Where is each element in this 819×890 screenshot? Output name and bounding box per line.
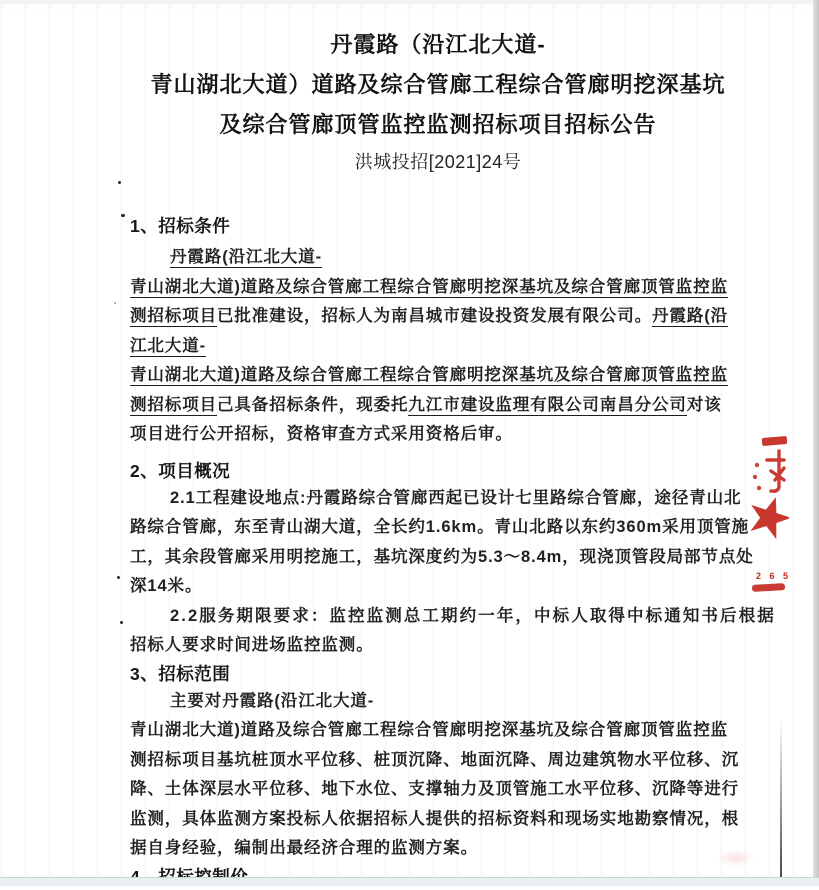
text-line: [130, 805, 746, 835]
text-line: [130, 302, 746, 332]
section-1-body: [130, 243, 746, 450]
text-line: [130, 332, 746, 362]
underlined-agency-name: 九江市建设监理有限公司南昌分公司: [408, 395, 687, 414]
document-title: [130, 25, 746, 145]
seal-stroke-bar: [762, 436, 788, 446]
text-line: [130, 420, 746, 450]
scan-top-edge: [0, 0, 819, 4]
seal-star-icon: [749, 494, 789, 542]
text-line: [130, 243, 746, 273]
text-segment: 己具备招标条件，现委托: [217, 395, 409, 414]
text-segment: 主要对丹霞路(沿江北大道-: [170, 691, 375, 710]
text-segment: 深14米。: [130, 577, 203, 595]
underlined-project-name: 测招标项目: [130, 307, 217, 325]
scan-speck: [120, 621, 123, 624]
title-line-2: 青山湖北大道）道路及综合管廊工程综合管廊明挖深基坑: [150, 72, 726, 97]
scan-smudge: [716, 850, 754, 866]
text-line: [130, 391, 746, 421]
text-segment: 路综合管廊，东至青山湖大道，全长约1.6km。青山北路以东约360m采用顶管施: [130, 518, 750, 536]
section-3-heading: 3、招标范围: [130, 663, 231, 684]
scan-speck: [117, 576, 120, 579]
text-segment: 工，其余段管廊采用明挖施工，基坑深度约为5.3～8.4m，现浇顶管段局部节点处: [130, 547, 754, 566]
text-segment: 监测，具体监测方案投标人依据招标人提供的招标资料和现场实地勘察情况，根: [130, 809, 739, 828]
underlined-project-name: 丹霞路(沿: [652, 307, 728, 325]
text-line: [130, 543, 754, 573]
text-line: [130, 602, 776, 632]
text-segment: 对该: [686, 395, 722, 414]
text-line: [130, 273, 746, 303]
seal-number: 2 6 5: [756, 571, 792, 581]
text-line: [130, 775, 746, 805]
text-segment: 据自身经验，编制出最经济合理的监测方案。: [130, 839, 478, 857]
seal-underline-bar: [752, 583, 785, 592]
scan-speck: [118, 181, 121, 184]
document-number: 洪城投招[2021]24号: [354, 152, 522, 172]
text-line: [130, 716, 746, 746]
text-line: [130, 746, 746, 776]
text-segment: 2.2服务期限要求：监控监测总工期约一年，中标人取得中标通知书后根据: [170, 606, 776, 625]
text-segment: 青山湖北大道)道路及综合管廊工程综合管廊明挖深基坑及综合管廊顶管监控监: [130, 721, 728, 739]
red-seal-fragment: [748, 432, 794, 598]
text-line: [130, 834, 746, 864]
text-line: [130, 687, 746, 717]
scan-speck: [121, 214, 125, 217]
text-segment: 降、土体深层水平位移、地下水位、支撑轴力及顶管施工水平位移、沉降等进行: [130, 780, 739, 798]
underlined-project-name: 青山湖北大道)道路及综合管廊工程综合管廊明挖深基坑及综合管廊顶管监控监: [130, 366, 728, 384]
underlined-project-name: 江北大道-: [130, 336, 206, 355]
scan-bottom-edge: [0, 877, 819, 886]
underlined-project-name: 青山湖北大道)道路及综合管廊工程综合管廊明挖深基坑及综合管廊顶管监控监: [130, 277, 728, 296]
text-segment: 招标人要求时间进场监控监测。: [130, 636, 374, 654]
text-line: [130, 631, 746, 661]
text-segment: 已批准建设，招标人为南昌城市建设投资发展有限公司。: [217, 307, 652, 325]
text-line: [130, 572, 746, 602]
title-line-1: 丹霞路（沿江北大道-: [330, 32, 546, 57]
underlined-project-name: 测招标项目: [130, 395, 217, 414]
text-line: [130, 484, 746, 514]
section-1-heading: 1、招标条件: [130, 216, 231, 236]
text-segment: 2.1工程建设地点:丹霞路综合管廊西起已设计七里路综合管廊，途径青山北: [170, 488, 742, 507]
section-2-heading: 2、项目概况: [130, 460, 231, 481]
scan-speck: [114, 302, 116, 304]
text-line: [130, 513, 750, 543]
text-segment: 项目进行公开招标，资格审查方式采用资格后审。: [130, 425, 513, 443]
section-3-body: [130, 687, 746, 864]
underlined-project-name: 丹霞路(沿江北大道-: [170, 248, 322, 266]
title-line-3: 及综合管廊顶管监控监测招标项目招标公告: [219, 112, 657, 137]
scan-fold-line: [780, 718, 782, 886]
text-line: [130, 361, 746, 391]
seal-character-strokes: [750, 448, 792, 494]
scan-right-edge: [813, 0, 819, 886]
text-segment: 测招标项目基坑桩顶水平位移、桩顶沉降、地面沉降、周边建筑物水平位移、沉: [130, 750, 739, 769]
